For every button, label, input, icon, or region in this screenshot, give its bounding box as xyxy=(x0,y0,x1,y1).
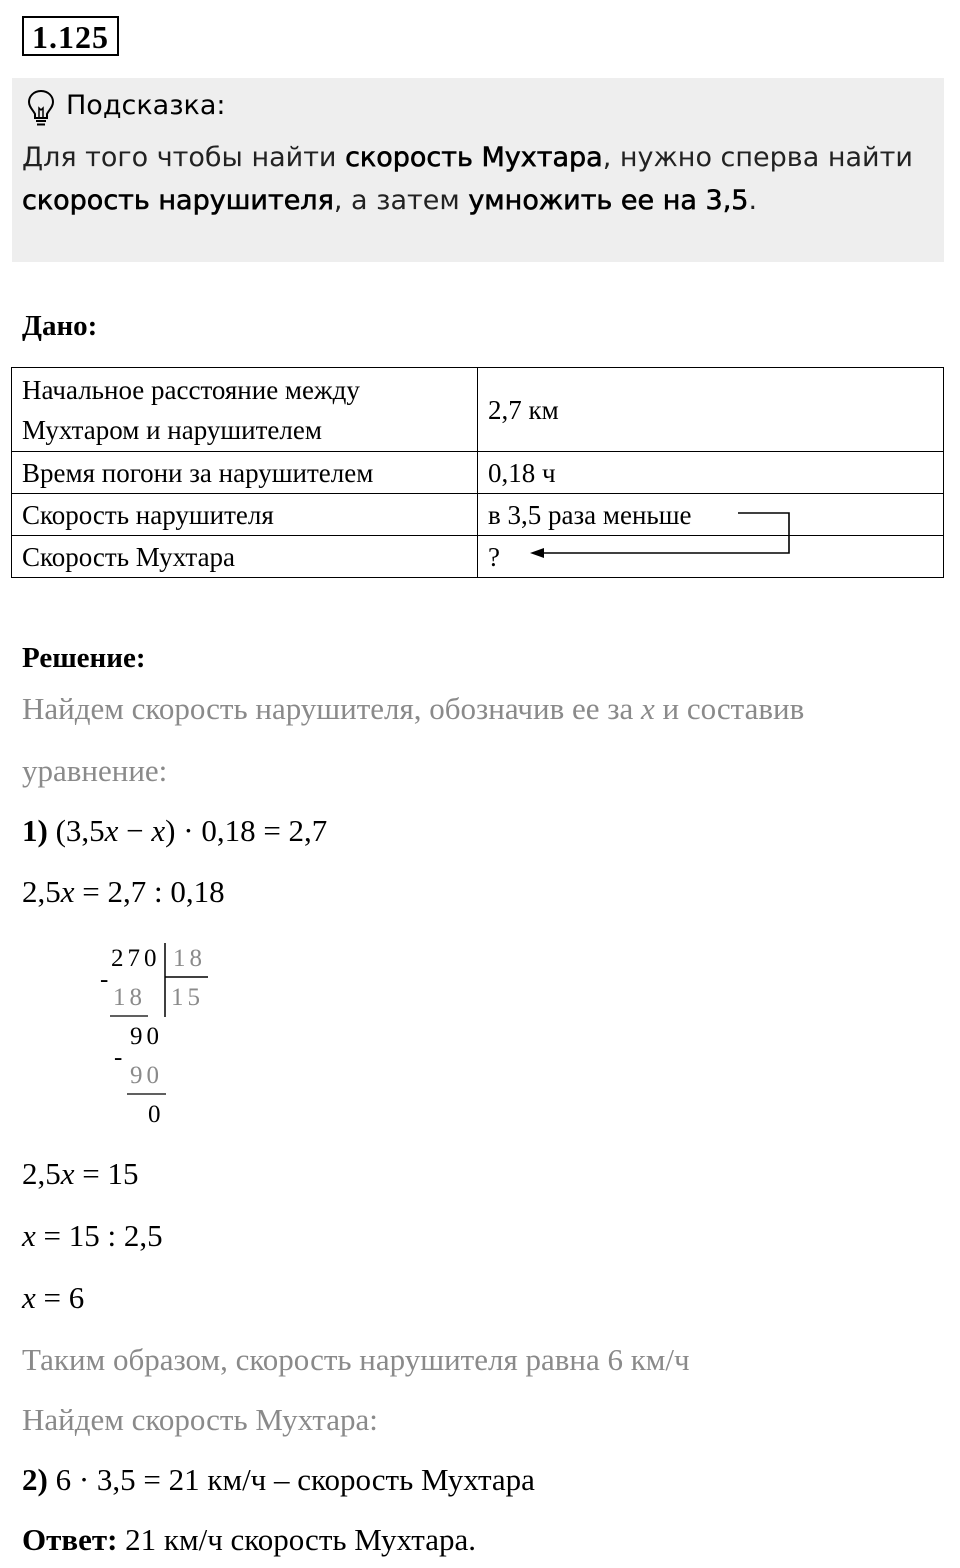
division-minus-2: - xyxy=(114,1044,127,1071)
solution-intro: Найдем скорость нарушителя, обозначив ее за x и составив xyxy=(22,691,805,726)
answer-label: Ответ: xyxy=(22,1522,118,1557)
hint-bold-2: скорость нарушителя xyxy=(22,185,334,216)
equation-2: 2,5x = 2,7 : 0,18 xyxy=(22,874,225,909)
division-divisor: 18 xyxy=(173,945,206,972)
given-value: ? xyxy=(478,536,944,578)
given-label: Начальное расстояние между Мухтаром и нарушителем xyxy=(12,368,478,452)
solution-title: Решение: xyxy=(22,642,146,674)
division-quotient: 15 xyxy=(171,984,204,1011)
find-mukhtar: Найдем скорость Мухтара: xyxy=(22,1402,378,1437)
division-minus: - xyxy=(100,966,113,993)
hint-bold-3: умножить ее на 3,5 xyxy=(468,185,749,216)
division-sub2: 90 xyxy=(130,1062,163,1089)
hint-text: Для того чтобы найти скорость Мухтара, нужно сперва найти скорость нарушителя, а затем умножить ее на 3,5. xyxy=(22,142,913,216)
answer xyxy=(22,1520,476,1560)
solution-intro-2: уравнение: xyxy=(22,753,168,788)
division-remainder-1: 90 xyxy=(130,1023,163,1050)
given-label: Скорость нарушителя xyxy=(12,494,478,536)
given-label: Время погони за нарушителем xyxy=(12,452,478,494)
conclusion-1: Таким образом, скорость нарушителя равна 6 км/ч xyxy=(22,1342,690,1377)
given-value: 0,18 ч xyxy=(478,452,944,494)
given-title: Дано: xyxy=(22,310,98,342)
equation-5: x = 6 xyxy=(22,1280,85,1315)
hint-title: Подсказка: xyxy=(66,90,226,121)
equation-4: x = 15 : 2,5 xyxy=(22,1218,163,1253)
division-sub1: 18 xyxy=(113,984,146,1011)
given-value: в 3,5 раза меньше xyxy=(478,494,944,536)
task-number: 1.125 xyxy=(22,16,119,56)
answer-text: 21 км/ч скорость Мухтара. xyxy=(117,1522,476,1557)
division-dividend: 270 xyxy=(111,945,161,972)
given-label: Скорость Мухтара xyxy=(12,536,478,578)
given-value: 2,7 км xyxy=(478,368,944,452)
division-remainder-2: 0 xyxy=(148,1101,165,1128)
equation-3: 2,5x = 15 xyxy=(22,1156,139,1191)
equation-1: 1) (3,5x − x) · 0,18 = 2,7 xyxy=(22,813,328,848)
equation-6: 2) 6 · 3,5 = 21 км/ч – скорость Мухтара xyxy=(22,1462,535,1497)
hint-bold-1: скорость Мухтара xyxy=(345,142,603,173)
